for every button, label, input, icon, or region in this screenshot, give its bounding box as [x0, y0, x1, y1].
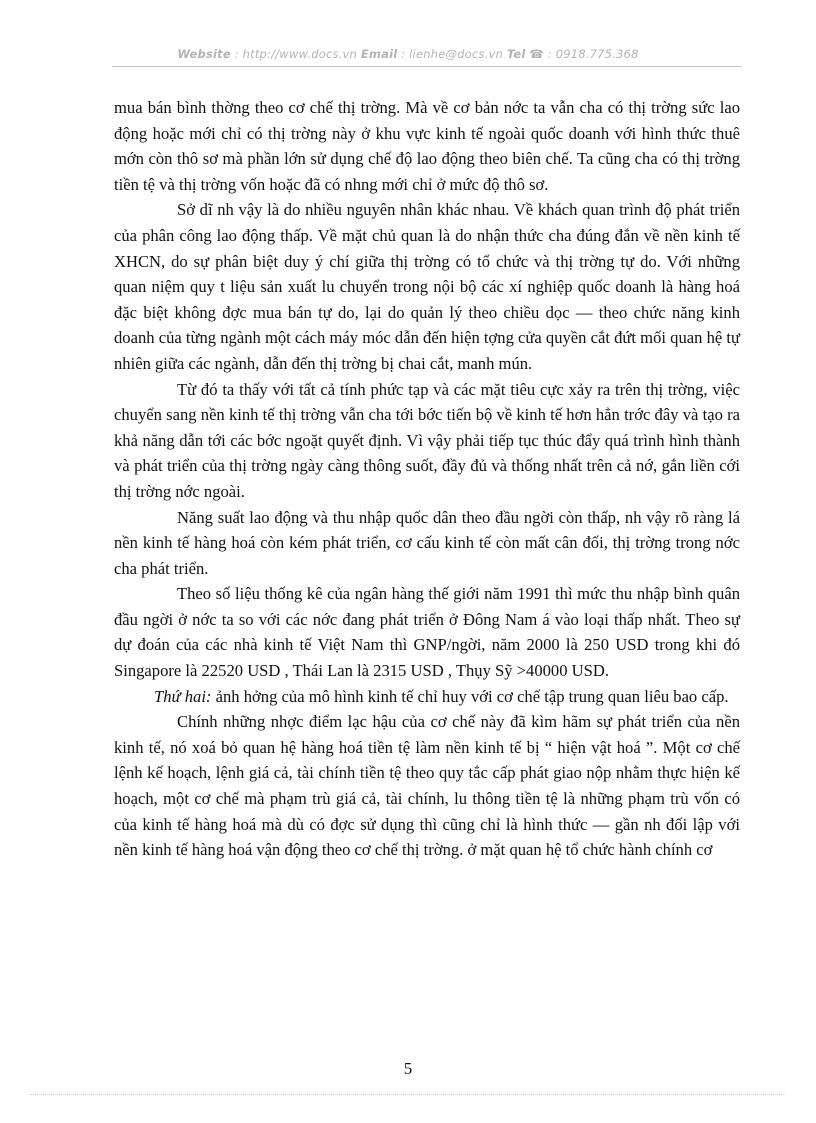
tel-label: Tel [506, 47, 526, 61]
page-number: 5 [403, 1059, 413, 1078]
email-address[interactable]: : lienhe@docs.vn [401, 47, 503, 61]
document-body [114, 95, 740, 863]
website-label: Website [177, 47, 231, 61]
paragraph: Sở dĩ nh vậy là do nhiều nguyên nhân khác nhau. Về khách quan trình độ phát triển của phân công lao động thấp. Về mặt chủ quan là do nhận thức cha đúng đắn về nền kinh tế XHCN, do sự phân biệt duy ý chí giữa thị trờng có tổ chức và thị trờng tự do. Với những quan niệm quy t liệu sản xuất lu chuyển trong nội bộ các xí nghiệp quốc doanh là hàng hoá đặc biệt không đợc mua bán tự do, lại do quản lý theo chiều dọc — theo chức năng kinh doanh của từng ngành một cách máy móc dẫn đến hiện tợng cửa quyền cắt đứt mối quan hệ tự nhiên giữa các ngành, dẫn đến thị trờng bị chai cắt, manh mún. [114, 200, 740, 373]
tel-number: ☎ : 0918.775.368 [529, 47, 639, 61]
website-url[interactable]: : http://www.docs.vn [234, 47, 358, 61]
paragraph: Từ đó ta thấy với tất cả tính phức tạp và các mặt tiêu cực xảy ra trên thị trờng, việc chuyển sang nền kinh tế thị trờng vẫn cha tới bớc tiến bộ về kinh tế hơn hẳn trớc đây và tạo ra khả năng dẫn tới các bớc ngoặt quyết định. Vì vậy phải tiếp tục thúc đẩy quá trình hình thành và phát triển của thị trờng ngày càng thông suốt, đầy đủ và thống nhất trên cả nớ, gắn liền cới thị trờng nớc ngoài. [114, 379, 740, 501]
second-point-text: ảnh hởng của mô hình kinh tế chỉ huy với cơ chế tập trung quan liêu bao cấp. [211, 686, 729, 706]
header-divider [112, 66, 742, 67]
paragraph: Theo số liệu thống kê của ngân hàng thế giới năm 1991 thì mức thu nhập bình quân đầu ngời ở nớc ta so với các nớc đang phát triển ở Đông Nam á vào loại thấp nhất. Theo sự dự đoán của các nhà kinh tế Việt Nam thì GNP/ngời, năm 2000 là 250 USD trong khi đó Singapore là 22520 USD , Thái Lan là 2315 USD , Thụy Sỹ >40000 USD. [114, 584, 740, 681]
email-label: Email [360, 47, 398, 61]
paragraph-continued: mua bán bình thờng theo cơ chế thị trờng. Mà về cơ bản nớc ta vẫn cha có thị trờng sức lao động hoặc mới chỉ có thị trờng này ở khu vực kinh tế ngoài quốc doanh với hình thức thuê mớn còn thô sơ mà phần lớn sử dụng chế độ lao động theo biên chế. Ta cũng cha có thị trờng tiền tệ và thị trờng vốn hoặc đã có nhng mới chỉ ở mức độ thô sơ. [114, 98, 740, 194]
page-header [0, 47, 816, 61]
second-point-label: Thứ hai: [154, 686, 212, 706]
paragraph: Chính những nhợc điểm lạc hậu của cơ chế này đã kìm hãm sự phát triển của nền kinh tế, nó xoá bỏ quan hệ hàng hoá tiền tệ làm nền kinh tế bị “ hiện vật hoá ”. Một cơ chế lệnh kế hoạch, lệnh giá cả, tài chính tiền tệ theo quy tắc cấp phát giao nộp nhằm thực hiện kế hoạch, một cơ chế mà phạm trù giá cả, tài chính, lu thông tiền tệ là những phạm trù vốn có của kinh tế hàng hoá mà dù có đợc sử dụng thì cũng chỉ là hình thức — gần nh đối lập với nền kinh tế hàng hoá vận động theo cơ chế thị trờng. ở mặt quan hệ tổ chức hành chính cơ [114, 712, 740, 860]
paragraph: Năng suất lao động và thu nhập quốc dân theo đầu ngời còn thấp, nh vậy rõ ràng lá nền kinh tế hàng hoá còn kém phát triển, cơ cấu kinh tế còn mất cân đối, thị trờng trong nớc cha phát triển. [114, 507, 740, 578]
paragraph-second-point [114, 684, 740, 710]
footer-divider [30, 1094, 786, 1095]
